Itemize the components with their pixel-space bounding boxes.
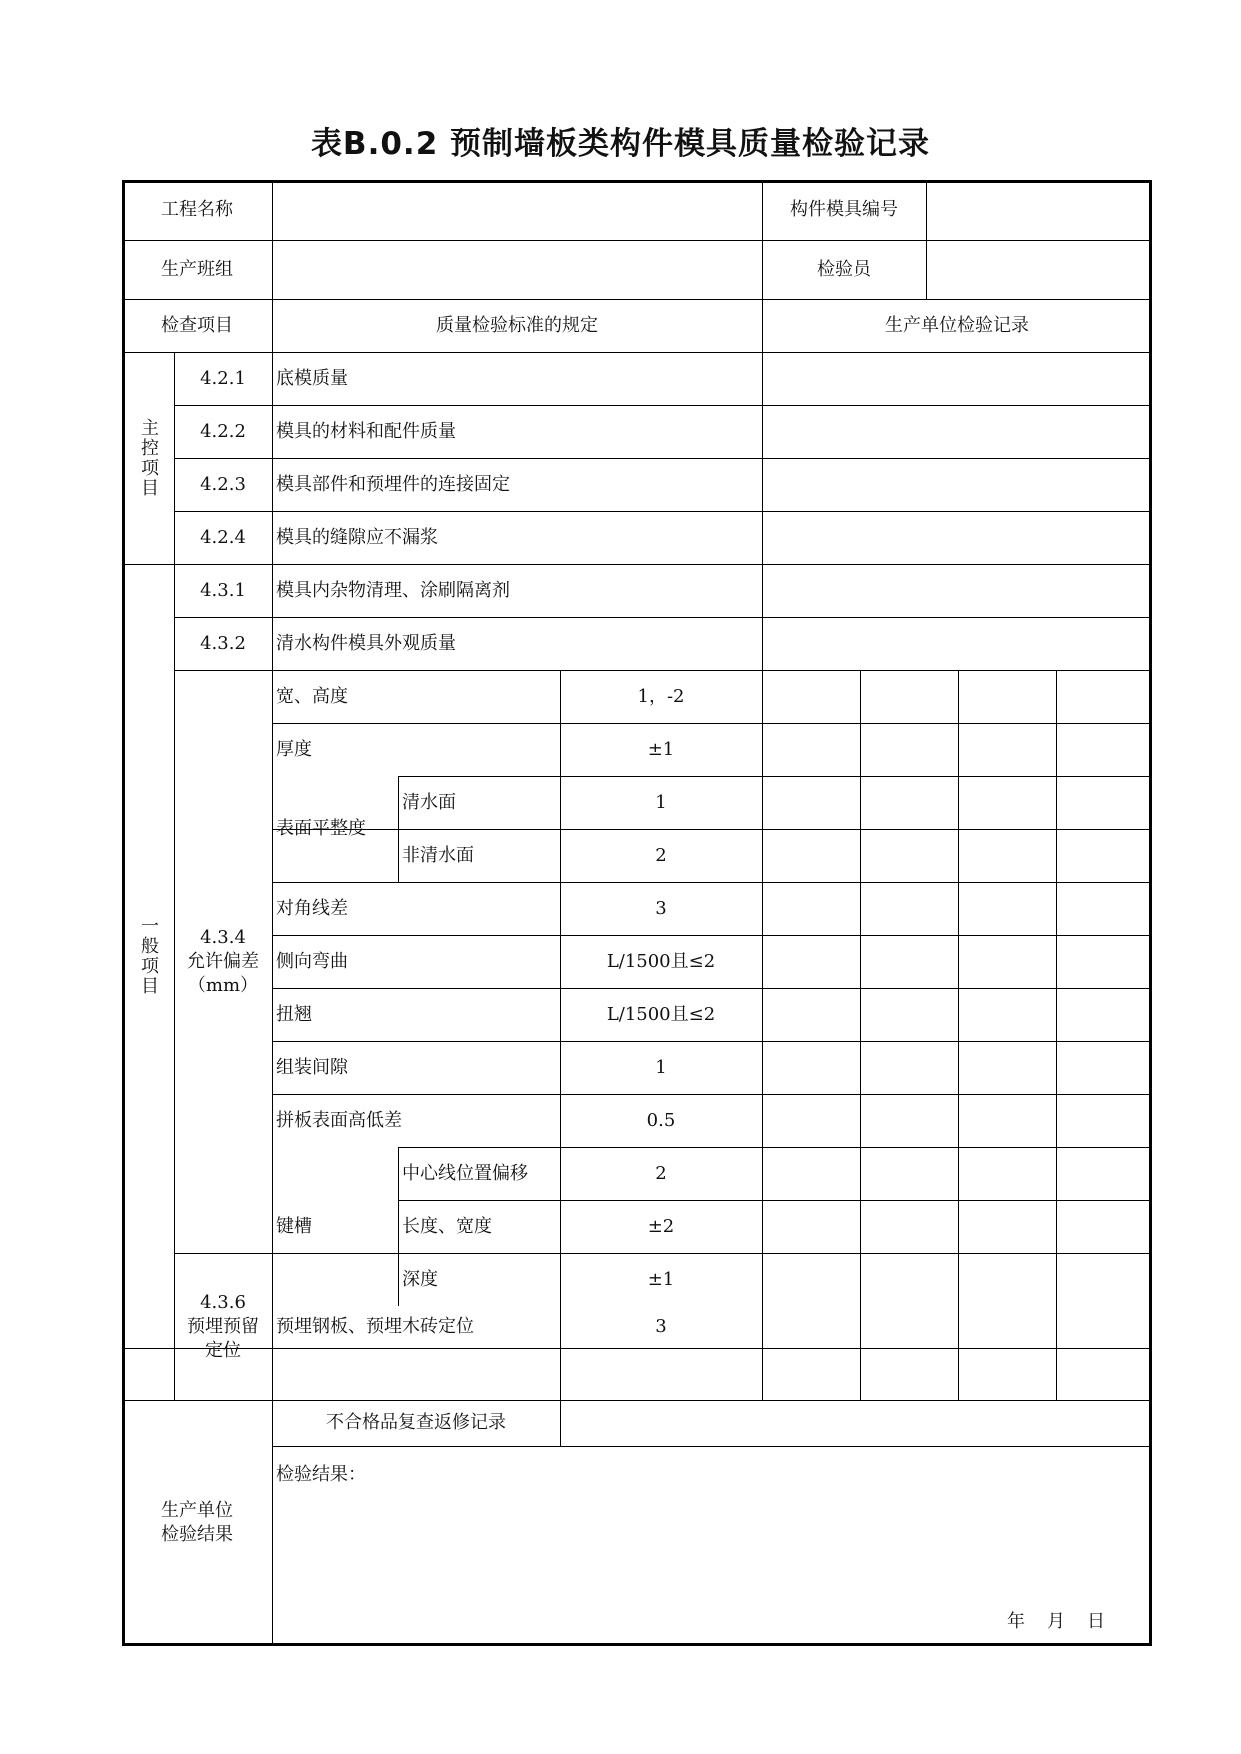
result-label: 检验结果： bbox=[276, 1464, 366, 1485]
repair-record-label: 不合格品复查返修记录 bbox=[326, 1412, 506, 1433]
item-code: 4.3.2 bbox=[200, 632, 246, 654]
item-code: 4.2.2 bbox=[200, 420, 246, 442]
tol-subname: 长度、宽度 bbox=[402, 1215, 492, 1237]
tol-value: 0.5 bbox=[646, 1109, 676, 1131]
tol-value: ±1 bbox=[647, 738, 675, 760]
embedded-code: 4.3.6 bbox=[200, 1292, 246, 1313]
tol-value: 2 bbox=[655, 1162, 667, 1184]
project-name-label: 工程名称 bbox=[161, 199, 233, 220]
item-text: 清水构件模具外观质量 bbox=[276, 632, 456, 654]
table-frame bbox=[122, 180, 1152, 1646]
item-code: 4.3.1 bbox=[200, 579, 246, 601]
tol-value: 3 bbox=[655, 897, 667, 919]
tolerance-title: 允许偏差 bbox=[187, 950, 259, 972]
item-text: 模具内杂物清理、涂刷隔离剂 bbox=[276, 579, 510, 601]
tol-subname: 深度 bbox=[402, 1268, 438, 1290]
page-title: 表B.0.2 预制墙板类构件模具质量检验记录 bbox=[310, 126, 931, 162]
item-code: 4.2.1 bbox=[200, 367, 246, 389]
column-item-header: 检查项目 bbox=[161, 314, 233, 336]
tol-subname: 清水面 bbox=[402, 791, 456, 813]
item-text: 底模质量 bbox=[276, 367, 348, 389]
tol-subname: 中心线位置偏移 bbox=[402, 1162, 528, 1184]
tol-name: 键槽 bbox=[276, 1215, 312, 1237]
tol-value: 1 bbox=[655, 1056, 667, 1078]
tol-value: ±2 bbox=[647, 1215, 675, 1237]
item-code: 4.2.4 bbox=[200, 526, 246, 548]
tol-name: 拼板表面高低差 bbox=[276, 1109, 402, 1131]
tol-value: L/1500且≤2 bbox=[606, 950, 716, 972]
tol-name: 表面平整度 bbox=[276, 818, 366, 839]
footer-label: 生产单位 检验结果 bbox=[161, 1500, 233, 1545]
column-record-header: 生产单位检验记录 bbox=[885, 314, 1029, 336]
item-text: 模具部件和预埋件的连接固定 bbox=[276, 473, 510, 495]
tol-name: 组装间隙 bbox=[276, 1056, 348, 1078]
main-control-label: 主控项目 bbox=[138, 418, 159, 498]
item-text: 模具的缝隙应不漏浆 bbox=[276, 526, 438, 548]
tol-value: ±1 bbox=[647, 1268, 675, 1290]
tolerance-unit: （mm） bbox=[187, 974, 259, 996]
tol-name: 厚度 bbox=[276, 738, 312, 760]
result-date: 年 月 日 bbox=[1007, 1611, 1107, 1632]
embedded-text: 预埋钢板、预埋木砖定位 bbox=[276, 1316, 474, 1337]
item-code: 4.2.3 bbox=[200, 473, 246, 495]
tol-name: 宽、高度 bbox=[276, 685, 348, 707]
tolerance-code: 4.3.4 bbox=[200, 926, 246, 948]
tol-name: 扭翘 bbox=[276, 1003, 312, 1025]
column-standard-header: 质量检验标准的规定 bbox=[436, 314, 598, 336]
tol-name: 对角线差 bbox=[276, 897, 348, 919]
general-label: 一般项目 bbox=[138, 916, 159, 996]
tol-value: 1，-2 bbox=[637, 685, 685, 707]
embedded-title-line2: 定位 bbox=[205, 1340, 241, 1361]
embedded-value: 3 bbox=[655, 1316, 667, 1337]
team-label: 生产班组 bbox=[161, 258, 233, 280]
mold-no-label: 构件模具编号 bbox=[790, 199, 898, 220]
tol-name: 侧向弯曲 bbox=[276, 950, 348, 972]
embedded-title: 预埋预留 bbox=[187, 1316, 259, 1337]
tol-subname: 非清水面 bbox=[402, 844, 474, 866]
tol-value: 1 bbox=[655, 791, 667, 813]
inspector-label: 检验员 bbox=[817, 258, 871, 280]
item-text: 模具的材料和配件质量 bbox=[276, 420, 456, 442]
tol-value: L/1500且≤2 bbox=[606, 1003, 716, 1025]
tol-value: 2 bbox=[655, 844, 667, 866]
